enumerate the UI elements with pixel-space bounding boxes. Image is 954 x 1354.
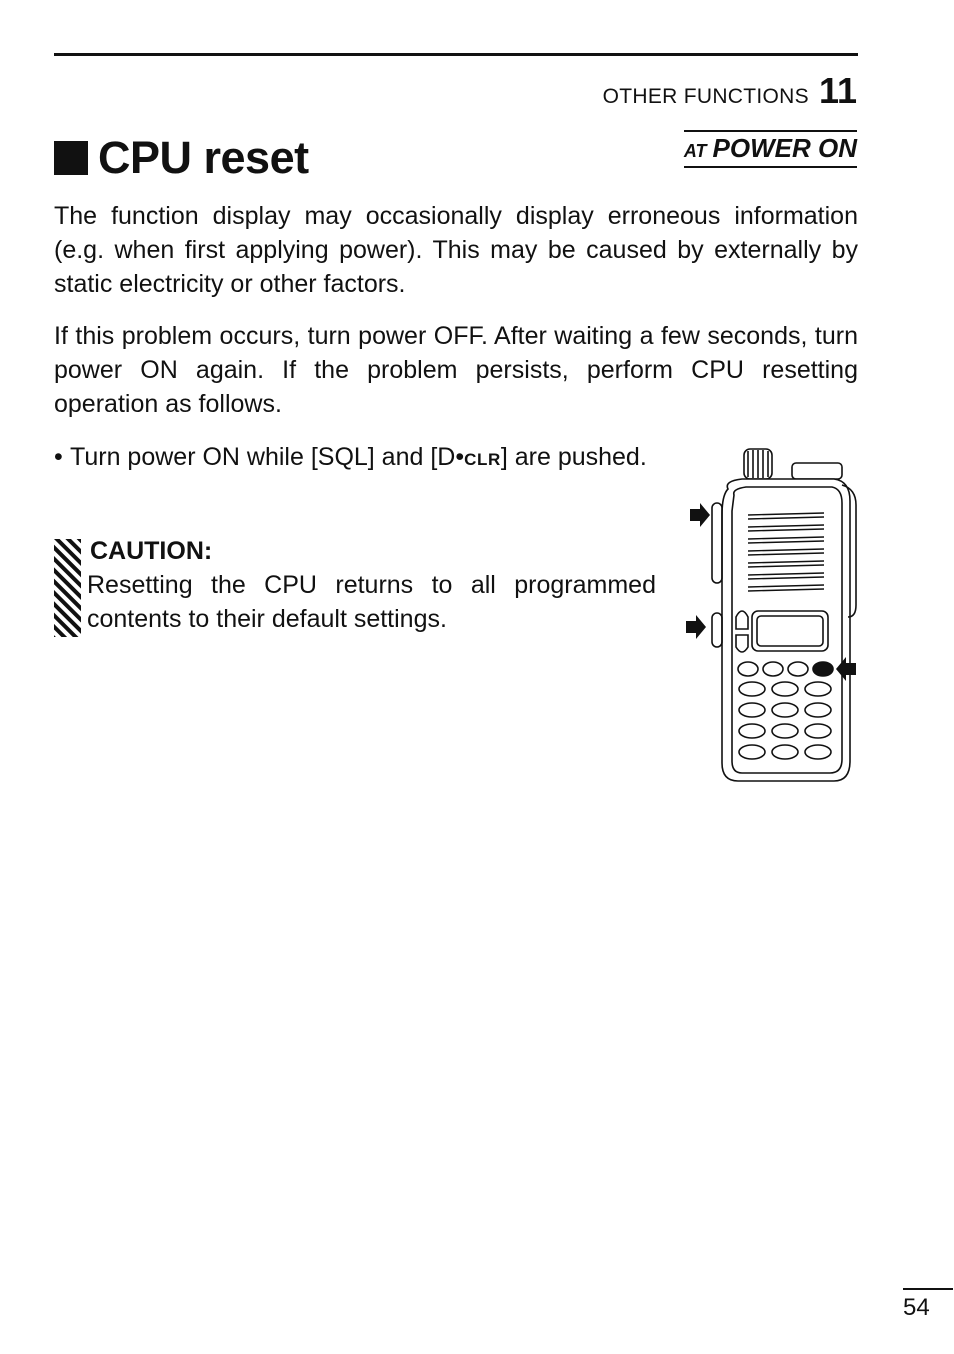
top-rule: [54, 53, 858, 56]
intro-paragraph: The function display may occasionally display erroneous information (e.g. when first applying power). This may be caused by externally by static electricity or other factors.: [54, 202, 858, 298]
instruction-text-after: ] are pushed.: [500, 443, 647, 471]
instruction-text: [70, 440, 656, 477]
mode-label: POWER ON: [712, 133, 857, 163]
page-number-rule: [903, 1288, 953, 1290]
caution-body: Resetting the CPU returns to all programmed contents to their default settings.: [87, 571, 656, 633]
section-header: [603, 70, 857, 112]
instruction-text-before: Turn power ON while [SQL] and [D•: [70, 443, 465, 471]
key-clr-label: CLR: [464, 450, 501, 469]
handheld-radio-icon: [684, 445, 860, 787]
section-name: OTHER FUNCTIONS: [602, 85, 809, 108]
mode-badge: [684, 130, 857, 168]
section-number: 11: [818, 70, 857, 111]
caution-stripes-icon: [54, 539, 81, 637]
mode-prefix: AT: [683, 141, 707, 161]
title-text: CPU reset: [98, 132, 309, 183]
procedure-paragraph: If this problem occurs, turn power OFF. After waiting a few seconds, turn power ON again. If the problem persists, perform CPU resetting operation as follows.: [54, 322, 858, 418]
page-number: 54: [903, 1294, 930, 1321]
title-square-icon: [54, 141, 88, 175]
page-title: [54, 132, 309, 184]
bullet-dot: •: [54, 443, 63, 471]
caution-heading: CAUTION:: [90, 537, 213, 565]
instruction-bullet: [54, 440, 656, 477]
